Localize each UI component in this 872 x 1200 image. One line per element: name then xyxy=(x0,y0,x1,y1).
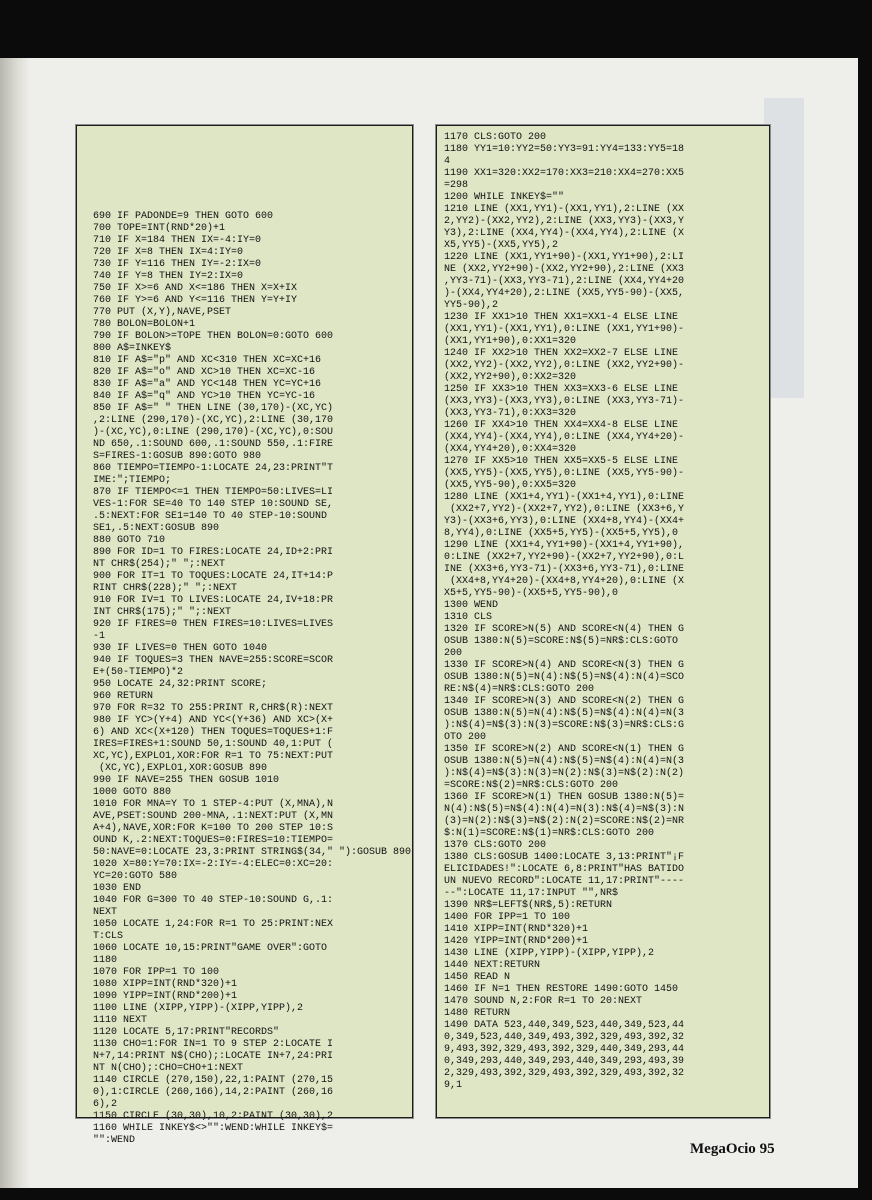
side-decoration xyxy=(764,98,804,398)
code-line: ,YY3-71)-(XX3,YY3-71),2:LINE (XX4,YY4+20 xyxy=(444,276,685,287)
code-line: 900 FOR IT=1 TO TOQUES:LOCATE 24,IT+14:P xyxy=(93,571,334,582)
code-line: (XX1,YY1+90),0:XX1=320 xyxy=(444,336,577,347)
code-line: 750 IF X>=6 AND X<=186 THEN X=X+IX xyxy=(93,283,298,294)
code-line: 710 IF X=184 THEN IX=-4:IY=0 xyxy=(93,235,262,246)
code-line: 1030 END xyxy=(93,883,142,894)
code-line: ELICIDADES!":LOCATE 6,8:PRINT"HAS BATIDO xyxy=(444,864,685,875)
code-line: 740 IF Y=8 THEN IY=2:IX=0 xyxy=(93,271,244,282)
code-line: ):N$(4)=N$(3):N(3)=SCORE:N$(3)=NR$:CLS:G xyxy=(444,720,685,731)
code-line: 1080 XIPP=INT(RND*320)+1 xyxy=(93,979,238,990)
code-line: 1280 LINE (XX1+4,YY1)-(XX1+4,YY1),0:LINE xyxy=(444,492,685,503)
code-line: 830 IF A$="a" AND YC<148 THEN YC=YC+16 xyxy=(93,379,322,390)
listing-panel-left xyxy=(76,125,413,1146)
code-line: )-(XX4,YY4+20),2:LINE (XX5,YY5-90)-(XX5, xyxy=(444,288,685,299)
code-line: 4 xyxy=(444,156,451,167)
code-line: 1040 FOR G=300 TO 40 STEP-10:SOUND G,.1: xyxy=(93,895,334,906)
code-line: 1450 READ N xyxy=(444,972,511,983)
code-line: 1330 IF SCORE>N(4) AND SCORE<N(3) THEN G xyxy=(444,660,685,671)
code-line: VES-1:FOR SE=40 TO 140 STEP 10:SOUND SE, xyxy=(93,499,334,510)
code-line: 860 TIEMPO=TIEMPO-1:LOCATE 24,23:PRINT"T xyxy=(93,463,334,474)
code-line: 1360 IF SCORE>N(1) THEN GOSUB 1380:N(5)= xyxy=(444,792,685,803)
code-line: 840 IF A$="q" AND YC>10 THEN YC=YC-16 xyxy=(93,391,316,402)
code-line: INE (XX3+6,YY3-71)-(XX3+6,YY3-71),0:LINE xyxy=(444,564,685,575)
code-line: 1470 SOUND N,2:FOR R=1 TO 20:NEXT xyxy=(444,996,643,1007)
code-line: T:CLS xyxy=(93,931,124,942)
code-line: 910 FOR IV=1 TO LIVES:LOCATE 24,IV+18:PR xyxy=(93,595,334,606)
code-line: N(4):N$(5)=N$(4):N(4)=N(3):N$(4)=N$(3):N xyxy=(444,804,685,815)
code-line: ):N$(4)=N$(3):N(3)=N(2):N$(3)=N$(2):N(2) xyxy=(444,768,685,779)
code-line: 2,YY2)-(XX2,YY2),2:LINE (XX3,YY3)-(XX3,Y xyxy=(444,216,685,227)
code-line: (XX5,YY5)-(XX5,YY5),0:LINE (XX5,YY5-90)- xyxy=(444,468,685,479)
code-line: UN NUEVO RECORD":LOCATE 11,17:PRINT"---- xyxy=(444,876,685,887)
code-line: 0,349,293,440,349,293,440,349,293,493,39 xyxy=(444,1056,685,1067)
code-line: -1 xyxy=(93,631,106,642)
code-line: 1170 CLS:GOTO 200 xyxy=(444,132,547,143)
code-line: 1480 RETURN xyxy=(444,1008,511,1019)
code-line: 1140 CIRCLE (270,150),22,1:PAINT (270,15 xyxy=(93,1075,334,1086)
code-line: 1160 WHILE INKEY$<>"":WEND:WHILE INKEY$= xyxy=(93,1123,334,1134)
code-line: NT N(CHO);:CHO=CHO+1:NEXT xyxy=(93,1063,244,1074)
code-line: 890 FOR ID=1 TO FIRES:LOCATE 24,ID+2:PRI xyxy=(93,547,334,558)
code-line: 1120 LOCATE 5,17:PRINT"RECORDS" xyxy=(93,1027,280,1038)
code-line: 1440 NEXT:RETURN xyxy=(444,960,541,971)
code-line: "":WEND xyxy=(93,1135,136,1146)
code-line: 870 IF TIEMPO<=1 THEN TIEMPO=50:LIVES=LI xyxy=(93,487,334,498)
code-line: 0,349,523,440,349,493,392,329,493,392,32 xyxy=(444,1032,685,1043)
code-line: 920 IF FIRES=0 THEN FIRES=10:LIVES=LIVES xyxy=(93,619,334,630)
code-line: 1430 LINE (XIPP,YIPP)-(XIPP,YIPP),2 xyxy=(444,948,655,959)
code-line: 760 IF Y>=6 AND Y<=116 THEN Y=Y+IY xyxy=(93,295,298,306)
code-line: (XC,YC),EXPLO1,XOR:GOSUB 890 xyxy=(93,763,268,774)
code-line: (XX1,YY1)-(XX1,YY1),0:LINE (XX1,YY1+90)- xyxy=(444,324,685,335)
code-line: NEXT xyxy=(93,907,118,918)
code-line: 1320 IF SCORE>N(5) AND SCORE<N(4) THEN G xyxy=(444,624,685,635)
code-line: 1050 LOCATE 1,24:FOR R=1 TO 25:PRINT:NEX xyxy=(93,919,334,930)
code-line: 950 LOCATE 24,32:PRINT SCORE; xyxy=(93,679,268,690)
code-line: 9,493,392,329,493,392,329,440,349,293,44 xyxy=(444,1044,685,1055)
code-line: 1200 WHILE INKEY$="" xyxy=(444,192,565,203)
code-line: 820 IF A$="o" AND XC>10 THEN XC=XC-16 xyxy=(93,367,316,378)
code-line: =SCORE:N$(2)=NR$:CLS:GOTO 200 xyxy=(444,780,619,791)
code-line: 1250 IF XX3>10 THEN XX3=XX3-6 ELSE LINE xyxy=(444,384,679,395)
code-line: S=FIRES-1:GOSUB 890:GOTO 980 xyxy=(93,451,262,462)
code-line: 990 IF NAVE=255 THEN GOSUB 1010 xyxy=(93,775,280,786)
code-line: 1110 NEXT xyxy=(93,1015,148,1026)
code-line: $:N(1)=SCORE:N$(1)=NR$:CLS:GOTO 200 xyxy=(444,828,655,839)
code-line: X5+5,YY5-90)-(XX5+5,YY5-90),0 xyxy=(444,588,619,599)
code-line: 1180 YY1=10:YY2=50:YY3=91:YY4=133:YY5=18 xyxy=(444,144,685,155)
code-line: (XX4+8,YY4+20)-(XX4+8,YY4+20),0:LINE (X xyxy=(444,576,685,587)
code-line: 1190 XX1=320:XX2=170:XX3=210:XX4=270:XX5 xyxy=(444,168,685,179)
code-line: 930 IF LIVES=0 THEN GOTO 1040 xyxy=(93,643,268,654)
code-line: 1300 WEND xyxy=(444,600,499,611)
code-line: 2,329,493,392,329,493,392,329,493,392,32 xyxy=(444,1068,685,1079)
code-line: 1290 LINE (XX1+4,YY1+90)-(XX1+4,YY1+90), xyxy=(444,540,685,551)
code-line: 770 PUT (X,Y),NAVE,PSET xyxy=(93,307,232,318)
code-line: 200 xyxy=(444,648,463,659)
magazine-name: MegaOcio xyxy=(690,1141,756,1157)
code-line: 1020 X=80:Y=70:IX=-2:IY=-4:ELEC=0:XC=20: xyxy=(93,859,334,870)
code-line: 1400 FOR IPP=1 TO 100 xyxy=(444,912,571,923)
code-line: 1270 IF XX5>10 THEN XX5=XX5-5 ELSE LINE xyxy=(444,456,679,467)
code-line: OSUB 1380:N(5)=N(4):N$(5)=N$(4):N(4)=N(3 xyxy=(444,756,685,767)
code-line: INT CHR$(175);" ";:NEXT xyxy=(93,607,232,618)
code-line: NE (XX2,YY2+90)-(XX2,YY2+90),2:LINE (XX3 xyxy=(444,264,685,275)
code-line: .5:NEXT:FOR SE1=140 TO 40 STEP-10:SOUND xyxy=(93,511,328,522)
code-line: 810 IF A$="p" AND XC<310 THEN XC=XC+16 xyxy=(93,355,322,366)
code-line: 1180 xyxy=(93,955,118,966)
code-line: (XX3,YY3)-(XX3,YY3),0:LINE (XX3,YY3-71)- xyxy=(444,396,685,407)
code-line: E+(50-TIEMPO)*2 xyxy=(93,667,184,678)
code-line: IRES=FIRES+1:SOUND 50,1:SOUND 40,1:PUT ( xyxy=(93,739,334,750)
code-line: 1210 LINE (XX1,YY1)-(XX1,YY1),2:LINE (XX xyxy=(444,204,685,215)
code-line: (XX4,YY4)-(XX4,YY4),0:LINE (XX4,YY4+20)- xyxy=(444,432,685,443)
code-line: 1000 GOTO 880 xyxy=(93,787,172,798)
code-line: X5,YY5)-(XX5,YY5),2 xyxy=(444,240,559,251)
code-line: 1220 LINE (XX1,YY1+90)-(XX1,YY1+90),2:LI xyxy=(444,252,685,263)
code-line: 1490 DATA 523,440,349,523,440,349,523,44 xyxy=(444,1020,685,1031)
code-line: (XX5,YY5-90),0:XX5=320 xyxy=(444,480,577,491)
code-line: 1310 CLS xyxy=(444,612,493,623)
code-line: 960 RETURN xyxy=(93,691,154,702)
code-line: (XX3,YY3-71),0:XX3=320 xyxy=(444,408,577,419)
code-line: (XX4,YY4+20),0:XX4=320 xyxy=(444,444,577,455)
code-line: A+4),NAVE,XOR:FOR K=100 TO 200 STEP 10:S xyxy=(93,823,334,834)
code-line: YC=20:GOTO 580 xyxy=(93,871,178,882)
code-line: (XX2+7,YY2)-(XX2+7,YY2),0:LINE (XX3+6,Y xyxy=(444,504,685,515)
code-line: 1240 IF XX2>10 THEN XX2=XX2-7 ELSE LINE xyxy=(444,348,679,359)
code-line: ,2:LINE (290,170)-(XC,YC),2:LINE (30,170 xyxy=(93,415,334,426)
code-line: 790 IF BOLON>=TOPE THEN BOLON=0:GOTO 600 xyxy=(93,331,334,342)
code-line: AVE,PSET:SOUND 200-MNA,.1:NEXT:PUT (X,MN xyxy=(93,811,334,822)
code-line: OTO 200 xyxy=(444,732,487,743)
code-line: 1010 FOR MNA=Y TO 1 STEP-4:PUT (X,MNA),N xyxy=(93,799,334,810)
code-line: )-(XC,YC),0:LINE (290,170)-(XC,YC),0:SOU xyxy=(93,427,334,438)
code-line: 1390 NR$=LEFT$(NR$,5):RETURN xyxy=(444,900,613,911)
code-line: 720 IF X=8 THEN IX=4:IY=0 xyxy=(93,247,244,258)
code-line: (XX2,YY2+90),0:XX2=320 xyxy=(444,372,577,383)
page-gutter xyxy=(0,58,30,1188)
code-line: =298 xyxy=(444,180,469,191)
code-line: 1070 FOR IPP=1 TO 100 xyxy=(93,967,220,978)
code-line: 1380 CLS:GOSUB 1400:LOCATE 3,13:PRINT"¡F xyxy=(444,852,685,863)
code-line: OUND K,.2:NEXT:TOQUES=0:FIRES=10:TIEMPO= xyxy=(93,835,334,846)
code-line: 700 TOPE=INT(RND*20)+1 xyxy=(93,223,226,234)
code-line: 1130 CHO=1:FOR IN=1 TO 9 STEP 2:LOCATE I xyxy=(93,1039,334,1050)
magazine-page xyxy=(0,58,858,1188)
code-line: Y3)-(XX3+6,YY3),0:LINE (XX4+8,YY4)-(XX4+ xyxy=(444,516,685,527)
code-line: 0:LINE (XX2+7,YY2+90)-(XX2+7,YY2+90),0:L xyxy=(444,552,685,563)
code-line: OSUB 1380:N(5)=N(4):N$(5)=N$(4):N(4)=N(3 xyxy=(444,708,685,719)
code-line: 6),2 xyxy=(93,1099,118,1110)
code-listing-left xyxy=(77,126,412,1147)
code-line: 780 BOLON=BOLON+1 xyxy=(93,319,196,330)
code-line: 980 IF YC>(Y+4) AND YC<(Y+36) AND XC>(X+ xyxy=(93,715,334,726)
code-line: 850 IF A$=" " THEN LINE (30,170)-(XC,YC) xyxy=(93,403,334,414)
code-line: 970 FOR R=32 TO 255:PRINT R,CHR$(R):NEXT xyxy=(93,703,334,714)
code-line: 940 IF TOQUES=3 THEN NAVE=255:SCORE=SCOR xyxy=(93,655,334,666)
code-line: 690 IF PADONDE=9 THEN GOTO 600 xyxy=(93,211,274,222)
code-line: 0),1:CIRCLE (260,166),14,2:PAINT (260,16 xyxy=(93,1087,334,1098)
code-line: 1060 LOCATE 10,15:PRINT"GAME OVER":GOTO xyxy=(93,943,328,954)
code-line: (3)=N(2):N$(3)=N$(2):N(2)=SCORE:N$(2)=NR xyxy=(444,816,685,827)
code-line: XC,YC),EXPLO1,XOR:FOR R=1 TO 75:NEXT:PUT xyxy=(93,751,334,762)
listing-panel-right xyxy=(436,125,770,1118)
code-line: 1230 IF XX1>10 THEN XX1=XX1-4 ELSE LINE xyxy=(444,312,679,323)
code-line: Y3),2:LINE (XX4,YY4)-(XX4,YY4),2:LINE (X xyxy=(444,228,685,239)
code-line: ND 650,.1:SOUND 600,.1:SOUND 550,.1:FIRE xyxy=(93,439,334,450)
code-listing-right xyxy=(437,126,769,1092)
code-line: 1100 LINE (XIPP,YIPP)-(XIPP,YIPP),2 xyxy=(93,1003,304,1014)
code-line: 1350 IF SCORE>N(2) AND SCORE<N(1) THEN G xyxy=(444,744,685,755)
code-line: IME:";TIEMPO; xyxy=(93,475,172,486)
code-line: 880 GOTO 710 xyxy=(93,535,166,546)
code-line: SE1,.5:NEXT:GOSUB 890 xyxy=(93,523,220,534)
code-line: YY5-90),2 xyxy=(444,300,499,311)
code-line: 1460 IF N=1 THEN RESTORE 1490:GOTO 1450 xyxy=(444,984,679,995)
page-footer xyxy=(690,1141,775,1158)
code-line: (XX2,YY2)-(XX2,YY2),0:LINE (XX2,YY2+90)- xyxy=(444,360,685,371)
code-line: OSUB 1380:N(5)=N(4):N$(5)=N$(4):N(4)=SCO xyxy=(444,672,685,683)
code-line: RINT CHR$(228);" ";:NEXT xyxy=(93,583,238,594)
code-line: 1370 CLS:GOTO 200 xyxy=(444,840,547,851)
code-line: 8,YY4),0:LINE (XX5+5,YY5)-(XX5+5,YY5),0 xyxy=(444,528,679,539)
page-number: 95 xyxy=(759,1141,775,1157)
code-line: 1150 CIRCLE (30,30),10,2:PAINT (30,30),2 xyxy=(93,1111,334,1122)
code-line: 50:NAVE=0:LOCATE 23,3:PRINT STRING$(34," "):GOSUB 890 xyxy=(93,847,412,858)
code-line: 9,1 xyxy=(444,1080,463,1091)
code-line: 6) AND XC<(X+120) THEN TOQUES=TOQUES+1:F xyxy=(93,727,334,738)
code-line: 1340 IF SCORE>N(3) AND SCORE<N(2) THEN G xyxy=(444,696,685,707)
code-line: NT CHR$(254);" ";:NEXT xyxy=(93,559,226,570)
code-line: 730 IF Y=116 THEN IY=-2:IX=0 xyxy=(93,259,262,270)
code-line: 1090 YIPP=INT(RND*200)+1 xyxy=(93,991,238,1002)
code-line: 1420 YIPP=INT(RND*200)+1 xyxy=(444,936,589,947)
code-line: RE:N$(4)=NR$:CLS:GOTO 200 xyxy=(444,684,595,695)
code-line: 800 A$=INKEY$ xyxy=(93,343,172,354)
code-line: 1410 XIPP=INT(RND*320)+1 xyxy=(444,924,589,935)
code-line: OSUB 1380:N(5)=SCORE:N$(5)=NR$:CLS:GOTO xyxy=(444,636,679,647)
code-line: N+7,14:PRINT N$(CHO);:LOCATE IN+7,24:PRI xyxy=(93,1051,334,1062)
code-line: --":LOCATE 11,17:INPUT "",NR$ xyxy=(444,888,619,899)
code-line: 1260 IF XX4>10 THEN XX4=XX4-8 ELSE LINE xyxy=(444,420,679,431)
